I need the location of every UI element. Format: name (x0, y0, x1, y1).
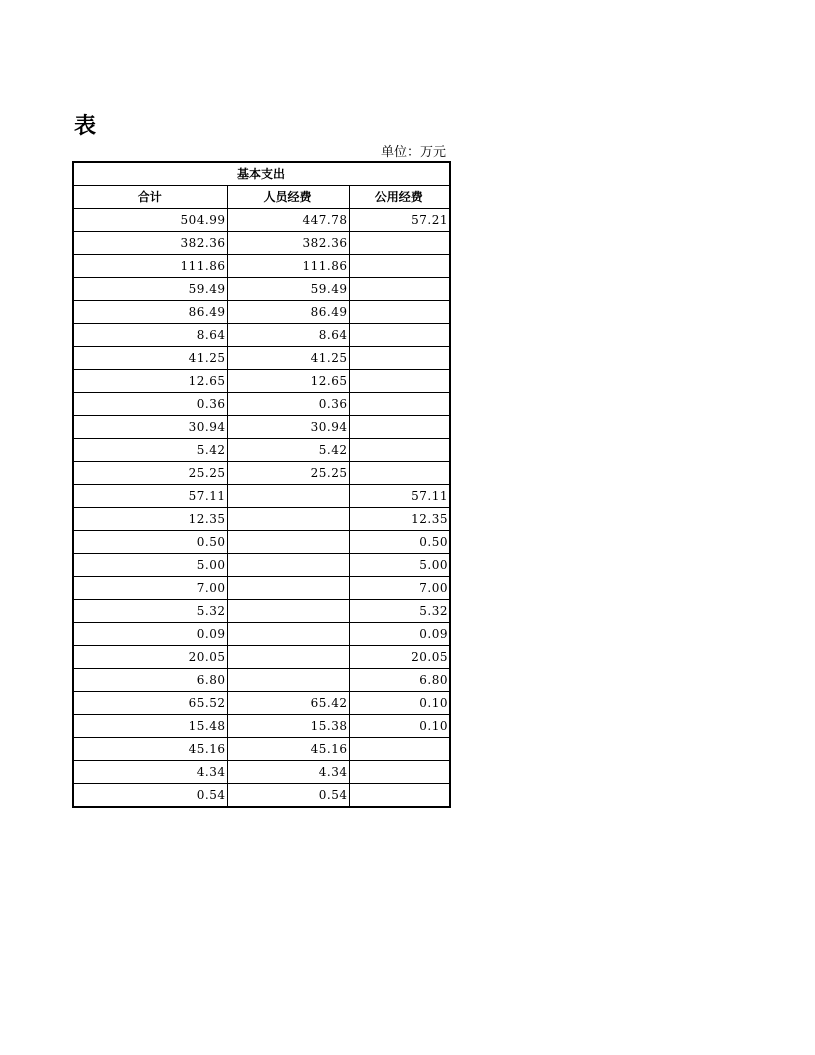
cell-total: 15.48 (73, 715, 227, 738)
unit-label: 单位：万元 (380, 145, 446, 160)
cell-total: 4.34 (73, 761, 227, 784)
cell-public: 12.35 (349, 508, 450, 531)
cell-total: 0.09 (73, 623, 227, 646)
table-row (73, 623, 450, 646)
table-row (73, 232, 450, 255)
cell-total: 30.94 (73, 416, 227, 439)
cell-total: 0.50 (73, 531, 227, 554)
table-row (73, 278, 450, 301)
cell-public: 57.11 (349, 485, 450, 508)
table-row (73, 508, 450, 531)
cell-personnel: 382.36 (227, 232, 349, 255)
cell-public (349, 370, 450, 393)
cell-total: 111.86 (73, 255, 227, 278)
cell-personnel: 86.49 (227, 301, 349, 324)
cell-personnel: 0.36 (227, 393, 349, 416)
cell-total: 0.36 (73, 393, 227, 416)
cell-public (349, 324, 450, 347)
cell-total: 504.99 (73, 209, 227, 232)
cell-personnel: 25.25 (227, 462, 349, 485)
cell-personnel: 65.42 (227, 692, 349, 715)
cell-personnel (227, 485, 349, 508)
cell-public (349, 255, 450, 278)
cell-personnel: 0.54 (227, 784, 349, 808)
cell-public: 57.21 (349, 209, 450, 232)
table-row (73, 646, 450, 669)
cell-public (349, 393, 450, 416)
cell-public: 20.05 (349, 646, 450, 669)
cell-personnel: 8.64 (227, 324, 349, 347)
table-row (73, 416, 450, 439)
cell-personnel: 4.34 (227, 761, 349, 784)
cell-personnel (227, 531, 349, 554)
table-row (73, 301, 450, 324)
basic-expenditure-table (72, 161, 451, 808)
cell-personnel: 41.25 (227, 347, 349, 370)
cell-total: 382.36 (73, 232, 227, 255)
cell-personnel: 59.49 (227, 278, 349, 301)
cell-total: 86.49 (73, 301, 227, 324)
cell-personnel (227, 508, 349, 531)
table-row (73, 439, 450, 462)
table-row (73, 577, 450, 600)
table-row (73, 209, 450, 232)
cell-total: 0.54 (73, 784, 227, 808)
cell-public (349, 738, 450, 761)
cell-public (349, 416, 450, 439)
cell-personnel (227, 623, 349, 646)
table-row (73, 692, 450, 715)
cell-public: 0.10 (349, 692, 450, 715)
cell-total: 20.05 (73, 646, 227, 669)
cell-personnel: 5.42 (227, 439, 349, 462)
table-row (73, 531, 450, 554)
cell-total: 6.80 (73, 669, 227, 692)
cell-total: 8.64 (73, 324, 227, 347)
cell-personnel (227, 577, 349, 600)
cell-public (349, 301, 450, 324)
table-group-header-row (73, 162, 450, 186)
column-header-total: 合计 (73, 186, 227, 209)
cell-public: 0.10 (349, 715, 450, 738)
cell-public: 6.80 (349, 669, 450, 692)
table-row (73, 761, 450, 784)
cell-total: 5.42 (73, 439, 227, 462)
cell-total: 12.35 (73, 508, 227, 531)
table-row (73, 715, 450, 738)
cell-total: 25.25 (73, 462, 227, 485)
cell-total: 5.00 (73, 554, 227, 577)
cell-personnel: 447.78 (227, 209, 349, 232)
cell-personnel: 45.16 (227, 738, 349, 761)
cell-total: 45.16 (73, 738, 227, 761)
table-body (73, 209, 450, 808)
cell-personnel: 30.94 (227, 416, 349, 439)
table-row (73, 255, 450, 278)
cell-personnel (227, 646, 349, 669)
cell-public (349, 761, 450, 784)
cell-personnel (227, 600, 349, 623)
cell-public (349, 439, 450, 462)
table-row (73, 669, 450, 692)
cell-personnel: 111.86 (227, 255, 349, 278)
cell-public: 5.00 (349, 554, 450, 577)
column-header-public: 公用经费 (349, 186, 450, 209)
table-row (73, 485, 450, 508)
table-header-row (73, 186, 450, 209)
table-row (73, 462, 450, 485)
cell-public (349, 462, 450, 485)
table-row (73, 393, 450, 416)
cell-personnel: 12.65 (227, 370, 349, 393)
table-row (73, 784, 450, 808)
cell-total: 59.49 (73, 278, 227, 301)
cell-public (349, 278, 450, 301)
table-row (73, 738, 450, 761)
cell-total: 41.25 (73, 347, 227, 370)
table-row (73, 324, 450, 347)
cell-public: 0.09 (349, 623, 450, 646)
cell-total: 5.32 (73, 600, 227, 623)
cell-public: 0.50 (349, 531, 450, 554)
cell-total: 12.65 (73, 370, 227, 393)
cell-total: 7.00 (73, 577, 227, 600)
page-title: 表 (74, 114, 97, 139)
cell-public: 7.00 (349, 577, 450, 600)
cell-total: 65.52 (73, 692, 227, 715)
column-header-personnel: 人员经费 (227, 186, 349, 209)
table-row (73, 347, 450, 370)
table-row (73, 554, 450, 577)
cell-public (349, 232, 450, 255)
group-header: 基本支出 (73, 162, 450, 186)
cell-public: 5.32 (349, 600, 450, 623)
cell-public (349, 784, 450, 808)
table-row (73, 600, 450, 623)
cell-personnel: 15.38 (227, 715, 349, 738)
table-row (73, 370, 450, 393)
cell-personnel (227, 669, 349, 692)
cell-total: 57.11 (73, 485, 227, 508)
cell-personnel (227, 554, 349, 577)
cell-public (349, 347, 450, 370)
